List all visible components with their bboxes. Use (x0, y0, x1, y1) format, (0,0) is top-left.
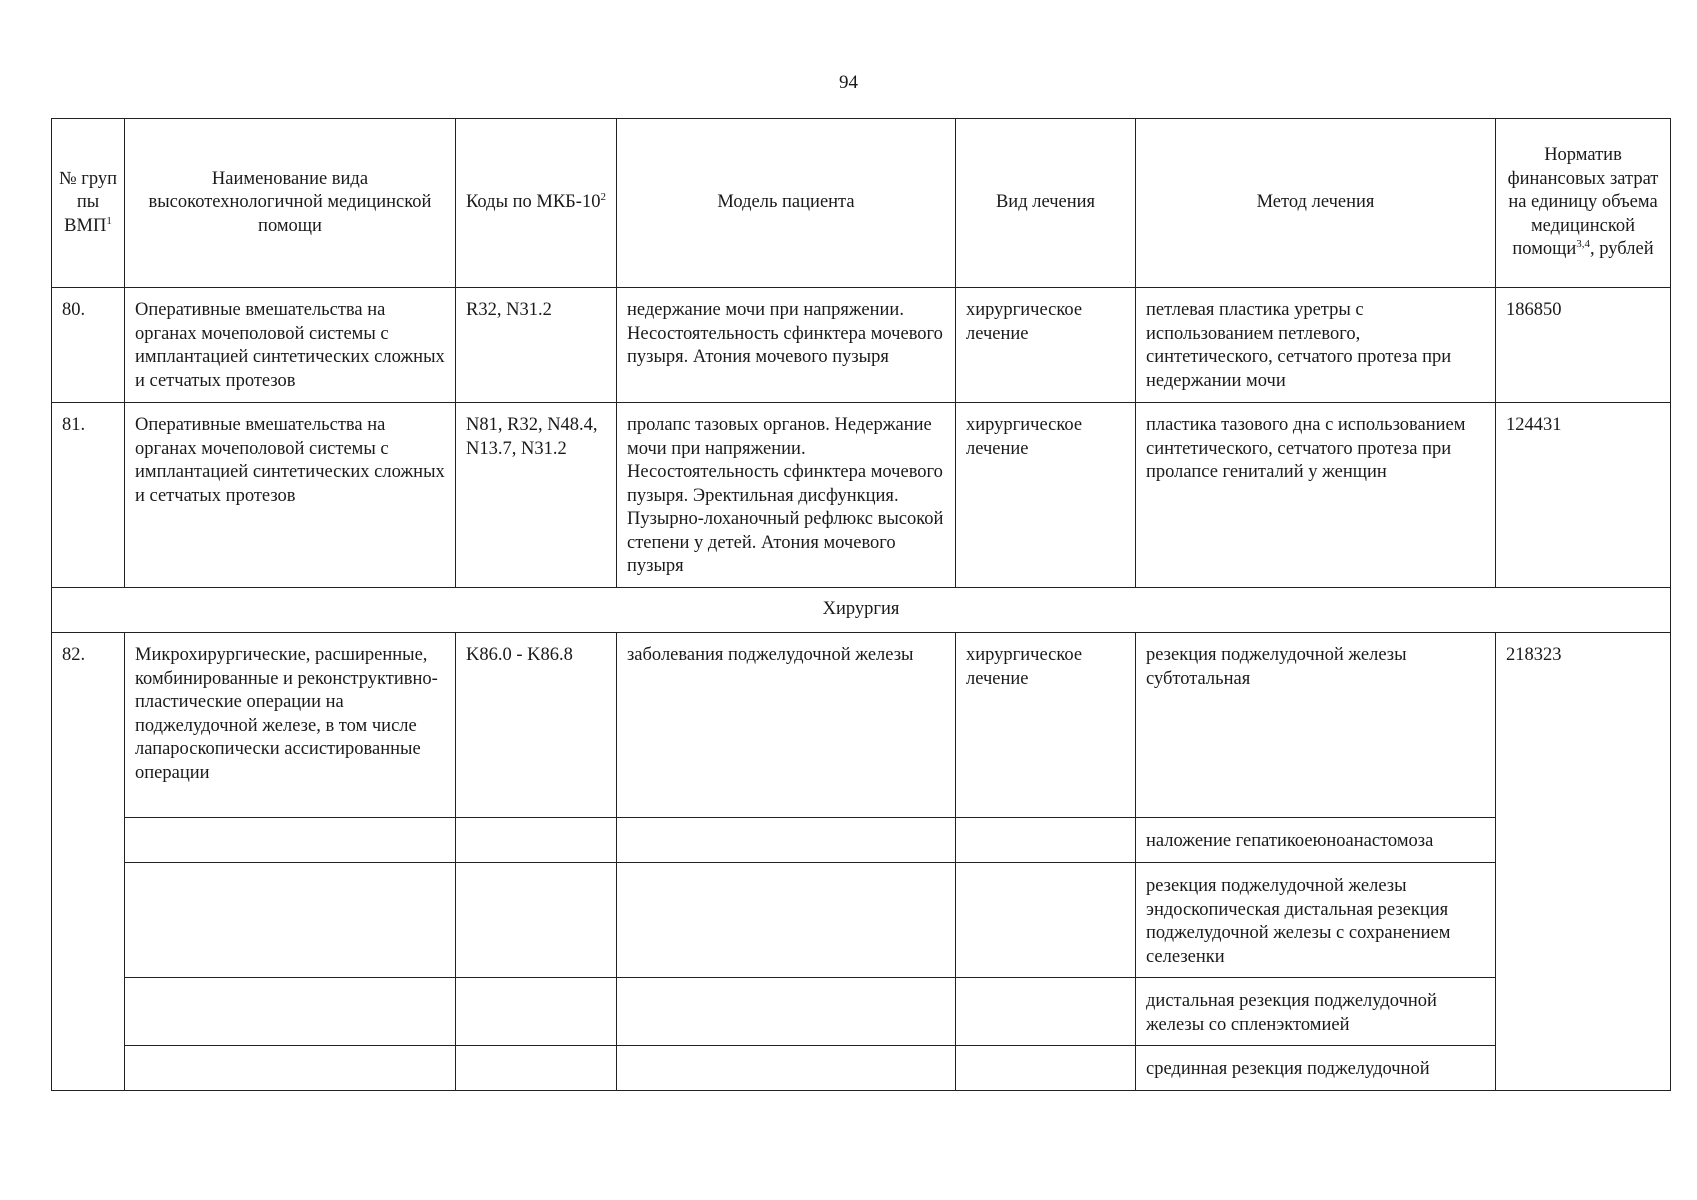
table-row (52, 633, 1671, 818)
row-method: наложение гепатикоеюноанастомоза (1136, 818, 1496, 863)
row-name: Микрохирургические, расширенные, комбинированные и реконструктивно-пластические операции на поджелудочной железе, в том числе лапароскопически ассистированные операции (125, 633, 456, 818)
empty-cell (456, 863, 617, 978)
row-codes: R32, N31.2 (456, 288, 617, 403)
row-method: резекция поджелудочной железы субтотальная (1136, 633, 1496, 818)
table-row (52, 1046, 1671, 1091)
empty-cell (125, 863, 456, 978)
empty-cell (956, 978, 1136, 1046)
row-method: резекция поджелудочной железы эндоскопическая дистальная резекция поджелудочной железы с сохранением селезенки (1136, 863, 1496, 978)
row-codes: N81, R32, N48.4, N13.7, N31.2 (456, 403, 617, 588)
row-codes: K86.0 - K86.8 (456, 633, 617, 818)
empty-cell (456, 1046, 617, 1091)
empty-cell (125, 978, 456, 1046)
row-treatment: хирургическое лечение (956, 403, 1136, 588)
page-number: 94 (839, 72, 858, 93)
table-row (52, 403, 1671, 588)
row-cost: 218323 (1496, 633, 1671, 1091)
row-method: срединная резекция поджелудочной (1136, 1046, 1496, 1091)
empty-cell (125, 1046, 456, 1091)
header-row (52, 119, 1671, 288)
row-cost: 124431 (1496, 403, 1671, 588)
row-model: недержание мочи при напряжении. Несостоятельность сфинктера мочевого пузыря. Атония мочевого пузыря (617, 288, 956, 403)
header-model: Модель пациента (617, 119, 956, 288)
empty-cell (456, 818, 617, 863)
table-row (52, 288, 1671, 403)
header-codes: Коды по МКБ-$10^2$ (456, 119, 617, 288)
row-num: 80. (52, 288, 125, 403)
section-title: Хирургия (52, 588, 1671, 633)
row-method: дистальная резекция поджелудочной железы со спленэктомией (1136, 978, 1496, 1046)
empty-cell (617, 818, 956, 863)
row-name: Оперативные вмешательства на органах мочеполовой системы с имплантацией синтетических сложных и сетчатых протезов (125, 403, 456, 588)
empty-cell (617, 863, 956, 978)
empty-cell (125, 818, 456, 863)
empty-cell (956, 863, 1136, 978)
row-treatment: хирургическое лечение (956, 633, 1136, 818)
header-name: Наименование вида высокотехнологичной медицинской помощи (125, 119, 456, 288)
row-num: 82. (52, 633, 125, 1091)
row-cost: 186850 (1496, 288, 1671, 403)
vmp-table (51, 118, 1671, 1091)
row-method: петлевая пластика уретры с использованием петлевого, синтетического, сетчатого протеза при недержании мочи (1136, 288, 1496, 403)
empty-cell (956, 1046, 1136, 1091)
header-treatment: Вид лечения (956, 119, 1136, 288)
row-model: заболевания поджелудочной железы (617, 633, 956, 818)
table-row (52, 818, 1671, 863)
row-name: Оперативные вмешательства на органах мочеполовой системы с имплантацией синтетических сложных и сетчатых протезов (125, 288, 456, 403)
header-num: № груп пы ВМП$^1$ (52, 119, 125, 288)
empty-cell (617, 1046, 956, 1091)
section-row (52, 588, 1671, 633)
header-method: Метод лечения (1136, 119, 1496, 288)
row-model: пролапс тазовых органов. Недержание мочи при напряжении. Несостоятельность сфинктера мочевого пузыря. Эректильная дисфункция. Пузырно-лоханочный рефлюкс высокой степени у детей. Атония мочевого пузыря (617, 403, 956, 588)
table-row (52, 978, 1671, 1046)
row-treatment: хирургическое лечение (956, 288, 1136, 403)
table-row (52, 863, 1671, 978)
empty-cell (956, 818, 1136, 863)
empty-cell (617, 978, 956, 1046)
row-method: пластика тазового дна с использованием синтетического, сетчатого протеза при пролапсе гениталий у женщин (1136, 403, 1496, 588)
header-cost: Норматив финансовых затрат на единицу объема медицинской помощи$^{3,4}$, рублей (1496, 119, 1671, 288)
empty-cell (456, 978, 617, 1046)
row-num: 81. (52, 403, 125, 588)
